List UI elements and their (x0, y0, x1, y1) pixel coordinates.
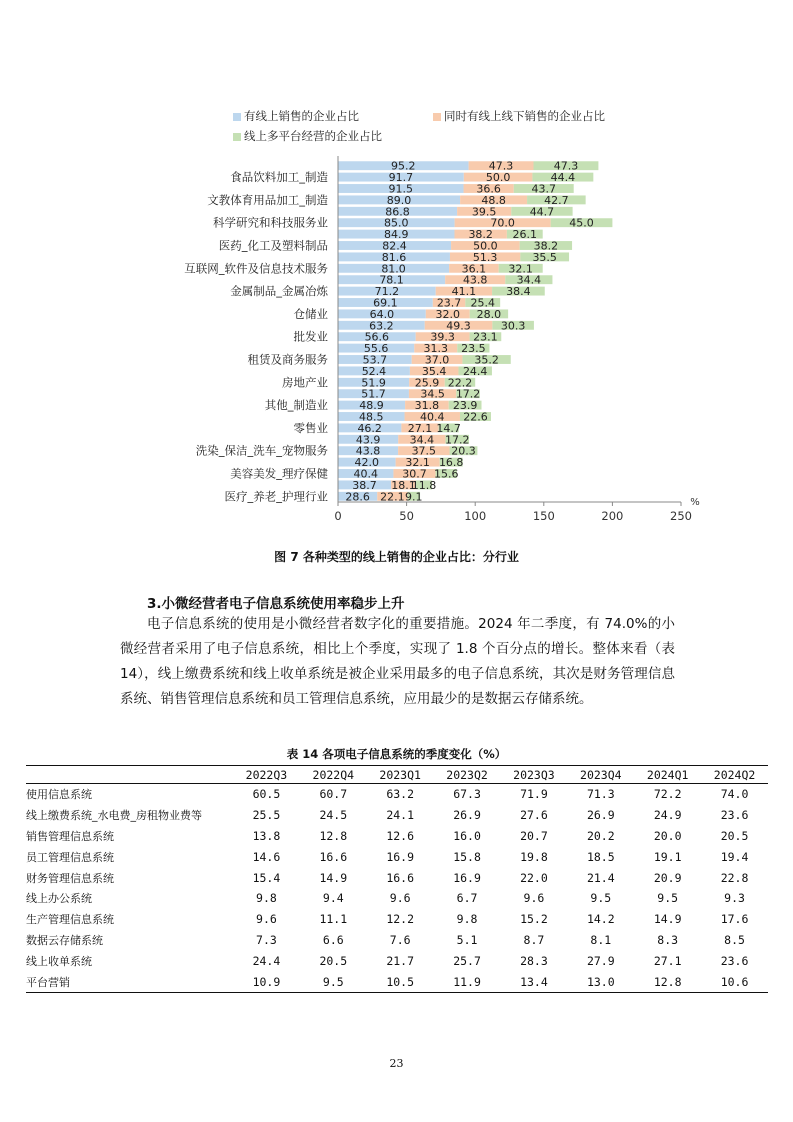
table-cell: 13.0 (567, 971, 634, 992)
table-cell: 8.3 (657, 932, 679, 947)
data-label: 55.6 (363, 342, 389, 356)
table-cell: 9.8 (456, 912, 478, 927)
data-label: 37.0 (424, 353, 450, 367)
data-label: 44.7 (529, 205, 555, 219)
body-paragraph (120, 612, 675, 712)
table-cell: 16.6 (319, 849, 348, 864)
legend-label-multi: 线上多平台经营的企业占比 (244, 129, 382, 143)
table-cell: 19.1 (653, 849, 682, 864)
data-label: 49.3 (446, 319, 471, 333)
legend-label-online: 有线上销售的企业占比 (244, 109, 359, 123)
data-label: 11.8 (411, 478, 437, 492)
table-cell: 25.5 (252, 808, 281, 823)
data-label: 40.4 (420, 410, 445, 424)
col-header: 2023Q2 (434, 766, 501, 784)
category-label: 批发业 (293, 329, 328, 344)
legend-item-multi (233, 128, 382, 144)
data-label: 34.4 (516, 273, 542, 287)
table-cell: 26.9 (586, 808, 615, 823)
table-cell: 9.5 (590, 891, 612, 906)
data-label: 43.9 (355, 433, 381, 447)
table-cell: 14.6 (252, 849, 281, 864)
col-header: 2023Q3 (501, 766, 568, 784)
data-label: 34.5 (420, 387, 445, 401)
category-label: 医疗_养老_护理行业 (224, 489, 328, 504)
table-cell: 24.4 (252, 953, 281, 968)
row-label: 财务管理信息系统 (26, 871, 114, 885)
data-label: 78.1 (379, 273, 404, 287)
data-label: 50.0 (473, 239, 498, 253)
data-label: 43.7 (531, 182, 556, 196)
data-label: 89.0 (386, 193, 412, 207)
data-label: 30.3 (500, 319, 526, 333)
data-label: 17.2 (455, 387, 481, 401)
table-cell: 9.5 (657, 891, 679, 906)
category-label: 科学研究和科技服务业 (213, 215, 328, 230)
table-cell: 16.0 (453, 828, 481, 843)
data-label: 43.8 (355, 444, 381, 458)
data-label: 38.2 (533, 239, 559, 253)
table-cell: 18.5 (586, 849, 615, 864)
data-label: 35.2 (474, 353, 499, 367)
data-label: 47.3 (553, 159, 579, 173)
data-label: 14.7 (436, 421, 461, 435)
row-label: 销售管理信息系统 (26, 829, 114, 843)
data-label: 23.5 (461, 342, 486, 356)
table-cell: 23.6 (720, 953, 749, 968)
legend-swatch-orange (433, 113, 441, 121)
table-cell: 71.9 (520, 787, 548, 802)
table-cell: 28.3 (520, 953, 548, 968)
table-cell: 24.1 (386, 808, 415, 823)
table-cell: 15.2 (520, 912, 548, 927)
data-label: 81.6 (381, 250, 407, 264)
table-cell: 9.6 (389, 891, 411, 906)
table-cell: 9.3 (724, 891, 745, 906)
table-cell: 8.7 (523, 932, 545, 947)
category-label: 文教体育用品加工_制造 (207, 192, 328, 207)
data-label: 42.7 (544, 193, 569, 207)
table-cell: 25.7 (453, 953, 481, 968)
table-cell: 10.6 (701, 971, 768, 992)
table-cell: 60.7 (319, 787, 348, 802)
data-label: 38.2 (468, 228, 493, 242)
table-cell: 24.9 (653, 808, 682, 823)
data-label: 17.2 (444, 433, 470, 447)
row-label: 使用信息系统 (26, 788, 92, 802)
row-label: 平台营销 (26, 971, 233, 992)
category-label: 美容美发_理疗保健 (230, 466, 328, 481)
category-label: 互联网_软件及信息技术服务 (184, 261, 328, 276)
table-cell: 71.3 (586, 787, 615, 802)
data-label: 43.8 (462, 273, 488, 287)
table-cell: 10.9 (233, 971, 300, 992)
table-row (26, 784, 768, 805)
data-label: 48.9 (359, 399, 384, 413)
category-label: 其他_制造业 (264, 398, 328, 413)
data-label: 70.0 (490, 216, 515, 230)
legend-item-online (233, 108, 359, 124)
table-cell: 7.6 (389, 932, 411, 947)
row-label: 线上收单系统 (26, 954, 92, 968)
table-cell: 23.6 (720, 808, 749, 823)
data-label: 85.0 (384, 216, 409, 230)
table-caption: 表 14 各项电子信息系统的季度变化（%） (286, 747, 507, 761)
data-label: 40.4 (353, 467, 378, 481)
row-label: 生产管理信息系统 (26, 913, 114, 927)
table-cell: 8.1 (590, 932, 612, 947)
table-cell: 12.8 (319, 828, 348, 843)
table-cell: 11.9 (434, 971, 501, 992)
data-label: 22.1 (380, 490, 405, 504)
data-label: 20.3 (451, 444, 476, 458)
table-header-blank (26, 766, 233, 784)
category-label: 房地产业 (282, 375, 328, 390)
table-row (26, 888, 768, 909)
data-label: 23.1 (473, 330, 498, 344)
data-label: 30.7 (402, 467, 427, 481)
data-label: 23.7 (436, 296, 462, 310)
data-label: 25.4 (470, 296, 495, 310)
table-cell: 9.6 (256, 912, 277, 927)
table-cell: 63.2 (386, 787, 415, 802)
data-label: 28.0 (476, 307, 502, 321)
data-label: 39.5 (471, 205, 497, 219)
data-label: 9.1 (405, 490, 423, 504)
table-row (26, 867, 768, 888)
table-cell: 9.8 (256, 891, 277, 906)
data-label: 50.0 (485, 171, 511, 185)
table-cell: 21.7 (386, 953, 415, 968)
table-cell: 12.8 (634, 971, 701, 992)
data-label: 95.2 (391, 159, 416, 173)
x-tick-label: 100 (464, 509, 487, 523)
table-cell: 27.1 (653, 953, 682, 968)
data-label: 52.4 (361, 364, 387, 378)
data-label: 23.9 (452, 399, 478, 413)
table-row (26, 950, 768, 971)
table-row (26, 930, 768, 951)
table-cell: 17.6 (720, 912, 749, 927)
legend-swatch-green (233, 133, 241, 141)
data-label: 38.4 (506, 285, 531, 299)
section-heading: 3.小微经营者电子信息系统使用率稳步上升 (147, 596, 405, 612)
data-label: 71.2 (374, 285, 400, 299)
data-label: 24.4 (462, 364, 488, 378)
page-number: 23 (389, 1057, 404, 1070)
legend-item-omni (433, 108, 605, 124)
data-label: 91.5 (388, 182, 414, 196)
table-cell: 60.5 (252, 787, 281, 802)
data-label: 18.1 (391, 478, 416, 492)
data-label: 32.1 (405, 456, 430, 470)
category-label: 洗染_保洁_洗车_宠物服务 (195, 443, 328, 458)
data-label: 27.1 (407, 421, 433, 435)
row-label: 线上办公系统 (26, 892, 92, 906)
data-label: 42.0 (354, 456, 380, 470)
table-cell: 16.9 (453, 870, 481, 885)
table-cell: 6.6 (322, 932, 344, 947)
data-label: 82.4 (382, 239, 407, 253)
bar-chart (0, 0, 793, 540)
table-cell: 5.1 (456, 932, 478, 947)
data-label: 38.7 (352, 478, 377, 492)
table-cell: 22.0 (520, 870, 548, 885)
table-row (26, 826, 768, 847)
table-cell: 14.2 (586, 912, 615, 927)
table-cell: 6.7 (456, 891, 478, 906)
data-label: 47.3 (488, 159, 514, 173)
category-label: 租赁及商务服务 (247, 352, 328, 367)
x-tick-label: 0 (334, 509, 342, 523)
paragraph-text: 电子信息系统的使用是小微经营者数字化的重要措施。2024 年二季度，有 74.0%的小微经营者采用了电子信息系统，相比上个季度，实现了 1.8 个百分点的增长。整体来看（表 14），线上缴费系统和线上收单系统是被企业采用最多的电子信息系统，其次是财务管理信息系统、销售管理信息系统和员工管理信息系统，应用最少的是数据云存储系统。 (120, 616, 675, 707)
data-label: 64.0 (369, 307, 395, 321)
table-cell: 9.6 (523, 891, 545, 906)
data-label: 63.2 (369, 319, 394, 333)
col-header: 2022Q3 (233, 766, 300, 784)
x-tick-label: 50 (399, 509, 414, 523)
table-cell: 16.9 (386, 849, 415, 864)
table-cell: 20.2 (586, 828, 615, 843)
data-label: 91.7 (388, 171, 414, 185)
table-cell: 12.6 (386, 828, 415, 843)
table-cell: 12.2 (386, 912, 415, 927)
data-label: 36.6 (476, 182, 501, 196)
data-label: 31.8 (414, 399, 440, 413)
table-cell: 13.4 (501, 971, 568, 992)
data-label: 46.2 (357, 421, 382, 435)
table-cell: 14.9 (319, 870, 348, 885)
table-cell: 7.3 (256, 932, 277, 947)
table-row (26, 846, 768, 867)
legend-swatch-blue (233, 113, 241, 121)
table-cell: 67.3 (453, 787, 481, 802)
data-label: 48.5 (359, 410, 384, 424)
table-cell: 13.8 (252, 828, 281, 843)
col-header: 2023Q4 (567, 766, 634, 784)
data-label: 53.7 (362, 353, 388, 367)
table-cell: 16.6 (386, 870, 415, 885)
x-tick-label: 200 (601, 509, 624, 523)
category-label: 仓储业 (293, 306, 328, 321)
table-cell: 19.4 (720, 849, 749, 864)
col-header: 2024Q1 (634, 766, 701, 784)
table-cell: 20.5 (319, 953, 348, 968)
table-row (26, 805, 768, 826)
data-label: 34.4 (409, 433, 435, 447)
table-cell: 14.9 (653, 912, 682, 927)
data-label: 22.2 (447, 376, 473, 390)
table-cell: 27.9 (586, 953, 615, 968)
col-header: 2024Q2 (701, 766, 768, 784)
table-cell: 21.4 (586, 870, 615, 885)
data-label: 32.1 (508, 262, 533, 276)
x-unit-label: % (690, 497, 700, 508)
data-label: 51.3 (472, 250, 498, 264)
legend-label-omni: 同时有线上线下销售的企业占比 (444, 109, 605, 123)
table-cell: 19.8 (520, 849, 548, 864)
data-label: 16.8 (438, 456, 464, 470)
data-label: 25.9 (414, 376, 440, 390)
x-tick-label: 150 (532, 509, 555, 523)
table-cell: 15.4 (252, 870, 281, 885)
data-label: 37.5 (411, 444, 437, 458)
data-label: 84.9 (383, 228, 409, 242)
data-label: 15.6 (434, 467, 459, 481)
data-label: 35.4 (421, 364, 447, 378)
row-label: 数据云存储系统 (26, 933, 103, 947)
col-header: 2022Q4 (300, 766, 367, 784)
table-row (26, 909, 768, 930)
category-label: 金属制品_金属冶炼 (230, 284, 328, 299)
table-cell: 20.5 (720, 828, 749, 843)
category-label: 零售业 (293, 420, 328, 435)
table-cell: 20.0 (653, 828, 682, 843)
table-cell: 9.4 (322, 891, 344, 906)
table-cell: 9.5 (300, 971, 367, 992)
table-cell: 72.2 (653, 787, 682, 802)
data-label: 48.8 (481, 193, 506, 207)
data-label: 69.1 (373, 296, 398, 310)
table-row (26, 971, 768, 992)
figure-caption: 图 7 各种类型的线上销售的企业占比：分行业 (274, 550, 519, 564)
table-cell: 74.0 (720, 787, 749, 802)
data-label: 45.0 (569, 216, 594, 230)
data-label: 39.3 (430, 330, 455, 344)
table-cell: 11.1 (319, 912, 348, 927)
table-cell: 27.6 (520, 808, 548, 823)
row-label: 线上缴费系统_水电费_房租物业费等 (26, 809, 202, 823)
data-label: 41.1 (451, 285, 477, 299)
data-label: 81.0 (381, 262, 406, 276)
data-label: 51.7 (361, 387, 386, 401)
data-label: 22.6 (463, 410, 488, 424)
data-label: 36.1 (461, 262, 487, 276)
table-cell: 22.8 (720, 870, 749, 885)
category-label: 食品饮料加工_制造 (230, 170, 328, 185)
table-cell: 15.8 (453, 849, 481, 864)
table-cell: 24.5 (319, 808, 348, 823)
table-cell: 20.9 (653, 870, 682, 885)
row-label: 员工管理信息系统 (26, 850, 114, 864)
data-label: 26.1 (512, 228, 538, 242)
data-label: 28.6 (345, 490, 370, 504)
table-cell: 10.5 (367, 971, 434, 992)
data-label: 35.5 (532, 250, 557, 264)
data-label: 86.8 (385, 205, 410, 219)
table-cell: 20.7 (520, 828, 548, 843)
table-cell: 8.5 (724, 932, 745, 947)
data-label: 32.0 (435, 307, 461, 321)
table-header-row (26, 766, 768, 784)
col-header: 2023Q1 (367, 766, 434, 784)
systems-table (26, 765, 768, 993)
category-label: 医药_化工及塑料制品 (218, 238, 328, 253)
data-label: 56.6 (364, 330, 390, 344)
data-label: 51.9 (361, 376, 386, 390)
data-label: 31.3 (423, 342, 449, 356)
table-cell: 26.9 (453, 808, 481, 823)
x-tick-label: 250 (670, 509, 692, 523)
data-label: 44.4 (550, 171, 576, 185)
